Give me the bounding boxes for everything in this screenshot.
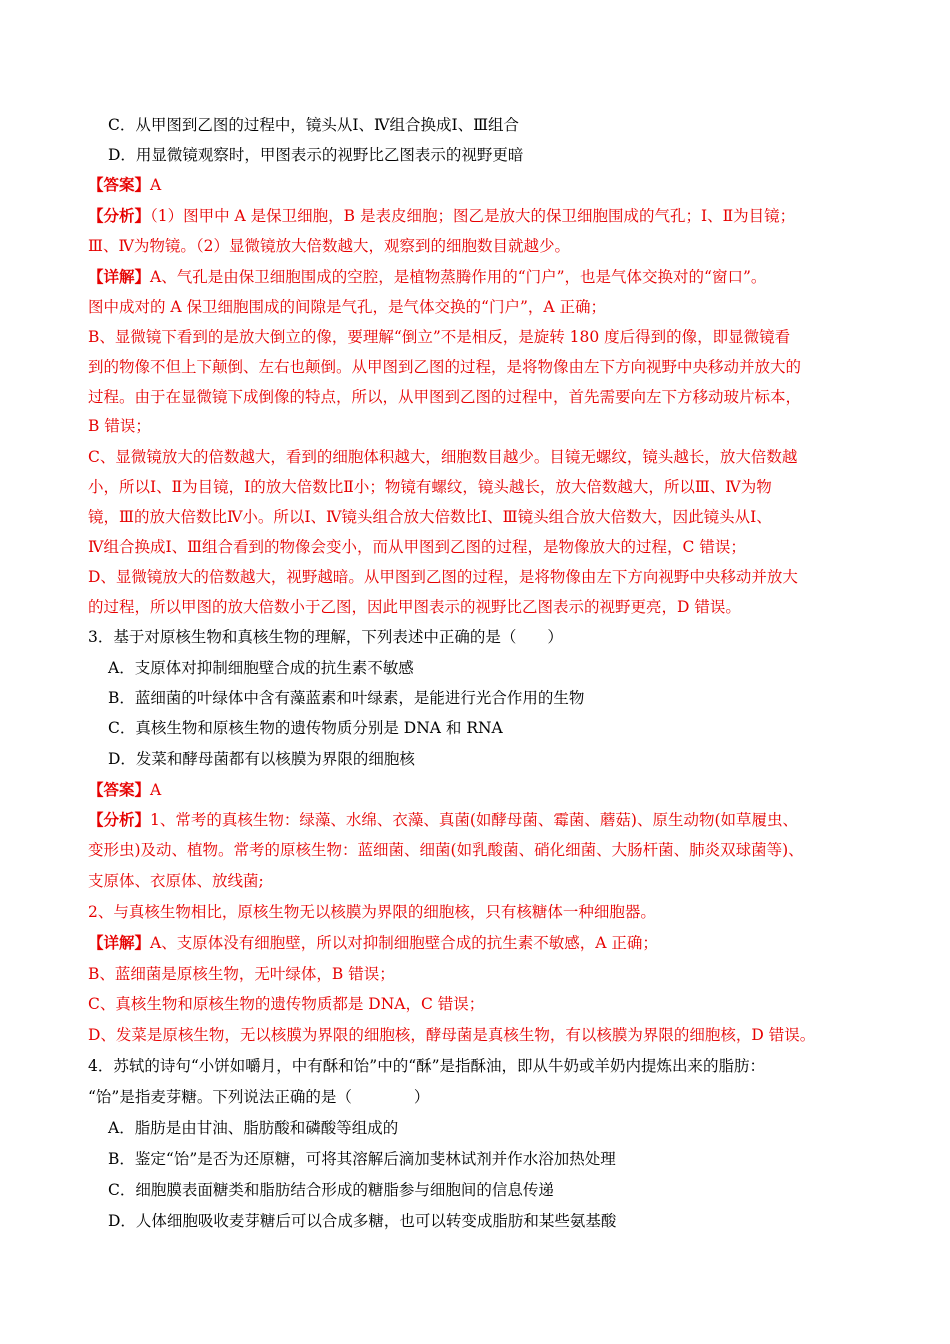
analysis-text: （1）图甲中 A 是保卫细胞，B 是表皮细胞；图乙是放大的保卫细胞围成的气孔；Ⅰ、Ⅱ为目镜；	[150, 207, 796, 225]
q4-stem-line-1: 4．苏轼的诗句“小饼如嚼月，中有酥和饴”中的“酥”是指酥油，即从牛奶或羊奶内提炼出来的脂肪：	[88, 1057, 766, 1075]
detail-text: A、支原体没有细胞壁，所以对抑制细胞壁合成的抗生素不敏感，A 正确；	[150, 934, 658, 952]
q3-analysis-line-3: 支原体、衣原体、放线菌;	[88, 872, 264, 890]
analysis-text: 1、常考的真核生物：绿藻、水绵、衣藻、真菌(如酵母菌、霉菌、蘑菇)、原生动物(如草履虫、	[150, 811, 799, 829]
q3-option-c: C．真核生物和原核生物的遗传物质分别是 DNA 和 RNA	[108, 719, 503, 737]
q4-option-b: B．鉴定“饴”是否为还原糖，可将其溶解后滴加斐林试剂并作水浴加热处理	[108, 1150, 616, 1168]
q2-detail-d-line-2: 的过程，所以甲图的放大倍数小于乙图，因此甲图表示的视野比乙图表示的视野更亮，D 错误。	[88, 598, 741, 616]
q2-detail-c-line-2: 小，所以Ⅰ、Ⅱ为目镜，Ⅰ的放大倍数比Ⅱ小；物镜有螺纹，镜头越长，放大倍数越大，所以Ⅲ、Ⅳ为物	[88, 478, 772, 496]
q3-detail-line-2: B、蓝细菌是原核生物，无叶绿体，B 错误；	[88, 965, 395, 983]
q2-detail-b-line-1: B、显微镜下看到的是放大倒立的像，要理解“倒立”不是相反，是旋转 180 度后得到的像，即显微镜看	[88, 328, 791, 346]
q2-analysis-line-2: Ⅲ、Ⅳ为物镜。（2）显微镜放大倍数越大，观察到的细胞数目就越少。	[88, 237, 571, 255]
q3-detail-line-1	[88, 933, 658, 953]
q4-stem-line-2: “饴”是指麦芽糖。下列说法正确的是（ ）	[88, 1088, 430, 1106]
q4-option-c: C．细胞膜表面糖类和脂肪结合形成的糖脂参与细胞间的信息传递	[108, 1181, 554, 1199]
answer-value: A	[150, 176, 162, 194]
q2-detail-a-line-1	[88, 267, 766, 287]
q3-stem: 3．基于对原核生物和真核生物的理解，下列表述中正确的是（ ）	[88, 628, 563, 646]
q2-analysis-line-1	[88, 206, 795, 226]
answer-tag: 【答案】	[88, 780, 151, 799]
q3-option-d: D．发菜和酵母菌都有以核膜为界限的细胞核	[108, 750, 415, 768]
q4-option-a: A．脂肪是由甘油、脂肪酸和磷酸等组成的	[108, 1119, 399, 1137]
q2-detail-b-line-2: 到的物像不但上下颠倒、左右也颠倒。从甲图到乙图的过程，是将物像由左下方向视野中央移动并放大的	[88, 358, 802, 376]
q3-analysis-line-4: 2、与真核生物相比，原核生物无以核膜为界限的细胞核，只有核糖体一种细胞器。	[88, 903, 656, 921]
answer-value: A	[150, 781, 162, 799]
q3-option-a: A．支原体对抑制细胞壁合成的抗生素不敏感	[108, 659, 414, 677]
q2-detail-b-line-3: 过程。由于在显微镜下成倒像的特点，所以，从甲图到乙图的过程中，首先需要向左下方移动玻片标本，	[88, 388, 802, 406]
detail-tag: 【详解】	[88, 933, 151, 952]
q2-option-c: C．从甲图到乙图的过程中，镜头从Ⅰ、Ⅳ组合换成Ⅰ、Ⅲ组合	[108, 116, 520, 134]
detail-tag: 【详解】	[88, 267, 151, 286]
q2-detail-d-line-1: D、显微镜放大的倍数越大，视野越暗。从甲图到乙图的过程，是将物像由左下方向视野中央移动并放大	[88, 568, 798, 586]
answer-tag: 【答案】	[88, 175, 151, 194]
q4-option-d: D．人体细胞吸收麦芽糖后可以合成多糖，也可以转变成脂肪和某些氨基酸	[108, 1212, 617, 1230]
q2-detail-c-line-4: Ⅳ组合换成Ⅰ、Ⅲ组合看到的物像会变小，而从甲图到乙图的过程，是物像放大的过程，C 错误；	[88, 538, 746, 556]
q3-analysis-line-1	[88, 810, 798, 830]
q2-answer	[88, 175, 161, 195]
analysis-tag: 【分析】	[88, 810, 151, 829]
q3-option-b: B．蓝细菌的叶绿体中含有藻蓝素和叶绿素，是能进行光合作用的生物	[108, 689, 585, 707]
q3-detail-line-4: D、发菜是原核生物，无以核膜为界限的细胞核，酵母菌是真核生物，有以核膜为界限的细胞核，D 错误。	[88, 1026, 816, 1044]
q2-option-d: D．用显微镜观察时，甲图表示的视野比乙图表示的视野更暗	[108, 146, 524, 164]
q2-detail-b-line-4: B 错误；	[88, 417, 151, 435]
q2-detail-a-line-2: 图中成对的 A 保卫细胞围成的间隙是气孔，是气体交换的“门户”，A 正确；	[88, 298, 607, 316]
q3-answer	[88, 780, 161, 800]
q3-analysis-line-2: 变形虫)及动、植物。常考的原核生物：蓝细菌、细菌(如乳酸菌、硝化细菌、大肠杆菌、肺炎双球菌等)、	[88, 841, 804, 859]
q3-detail-line-3: C、真核生物和原核生物的遗传物质都是 DNA，C 错误；	[88, 995, 485, 1013]
q2-detail-c-line-3: 镜，Ⅲ的放大倍数比Ⅳ小。所以Ⅰ、Ⅳ镜头组合放大倍数比Ⅰ、Ⅲ镜头组合放大倍数大，因此镜头从Ⅰ、	[88, 508, 772, 526]
q2-detail-c-line-1: C、显微镜放大的倍数越大，看到的细胞体积越大，细胞数目越少。目镜无螺纹，镜头越长，放大倍数越	[88, 448, 798, 466]
analysis-tag: 【分析】	[88, 206, 151, 225]
detail-text: A、气孔是由保卫细胞围成的空腔，是植物蒸腾作用的“门户”，也是气体交换对的“窗口”。	[150, 268, 767, 286]
